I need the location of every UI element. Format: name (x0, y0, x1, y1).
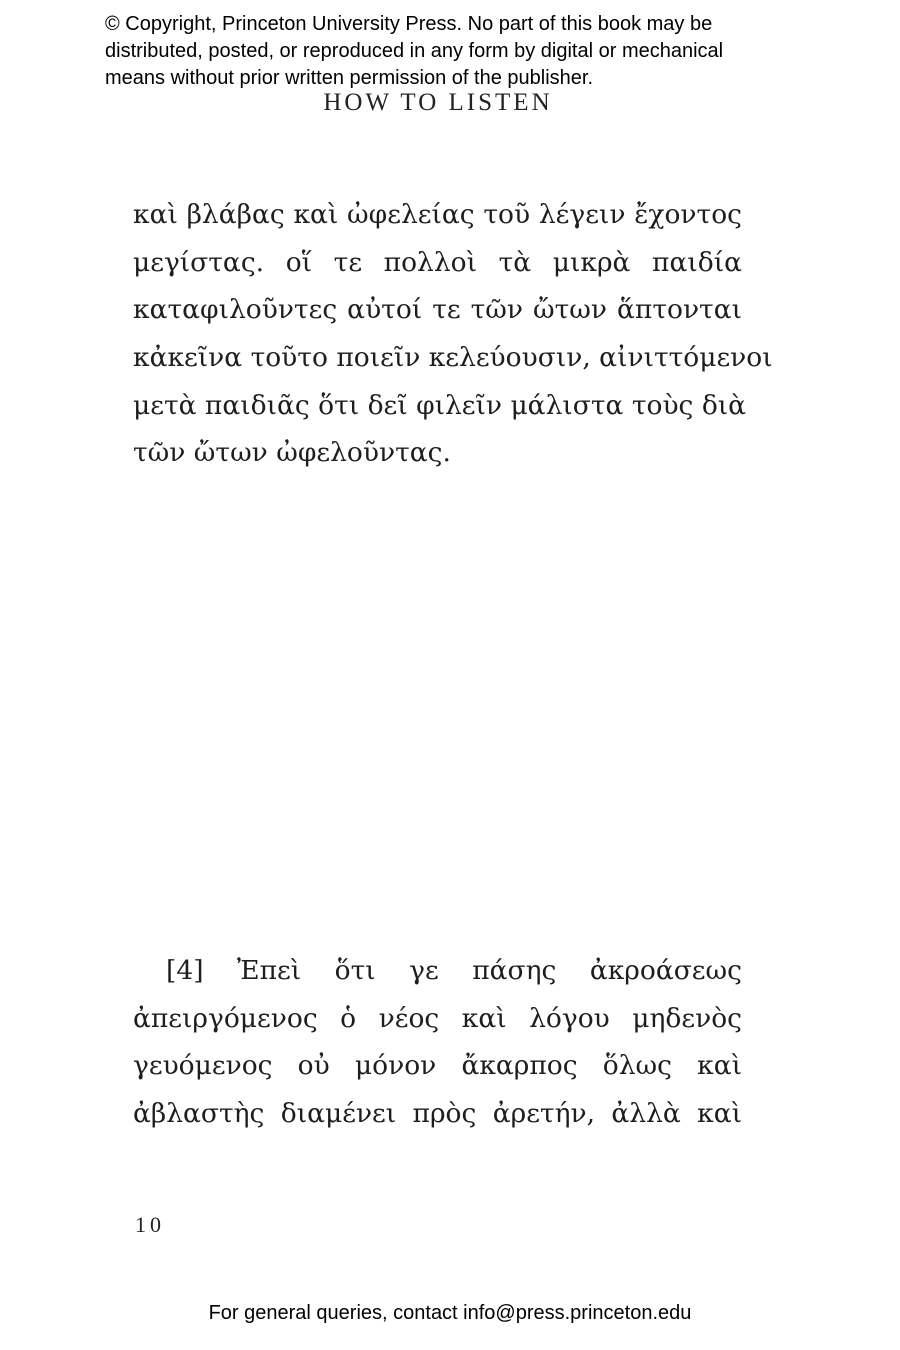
copyright-notice (105, 11, 865, 92)
copyright-line: means without prior written permission of the publisher. (105, 67, 594, 89)
copyright-line: distributed, posted, or reproduced in any form by digital or mechanical (105, 40, 724, 62)
running-head: HOW TO LISTEN (323, 89, 553, 116)
text-line: τῶν ὤτων ὠφελοῦντας. (133, 437, 451, 469)
text-line: [4] Ἐπεὶ ὅτι γε πάσης ἀκροάσεως (166, 955, 742, 986)
greek-paragraph (133, 191, 773, 477)
text-line: ἀβλαστὴς διαμένει πρὸς ἀρετήν, ἀλλὰ καὶ (133, 1098, 742, 1130)
page-number: 10 (135, 1212, 165, 1237)
text-line: καὶ βλάβας καὶ ὠφελείας τοῦ λέγειν ἔχοντος (133, 199, 742, 230)
greek-paragraph (133, 947, 742, 1138)
footer-contact: For general queries, contact info@press.princeton.edu (208, 1302, 692, 1324)
text-line: γευόμενος οὐ μόνον ἄκαρπος ὅλως καὶ (133, 1050, 742, 1082)
text-line: κἀκεῖνα τοῦτο ποιεῖν κελεύουσιν, αἰνιττόμενοι (133, 342, 773, 374)
text-line: ἀπειργόμενος ὁ νέος καὶ λόγου μηδενὸς (133, 1002, 742, 1034)
text-line: καταφιλοῦντες αὐτοί τε τῶν ὤτων ἅπτονται (133, 294, 742, 326)
text-line: μετὰ παιδιᾶς ὅτι δεῖ φιλεῖν μάλιστα τοὺς διὰ (133, 389, 747, 421)
text-line: μεγίστας. οἵ τε πολλοὶ τὰ μικρὰ παιδία (133, 246, 742, 278)
copyright-line: © Copyright, Princeton University Press. No part of this book may be (105, 13, 713, 35)
